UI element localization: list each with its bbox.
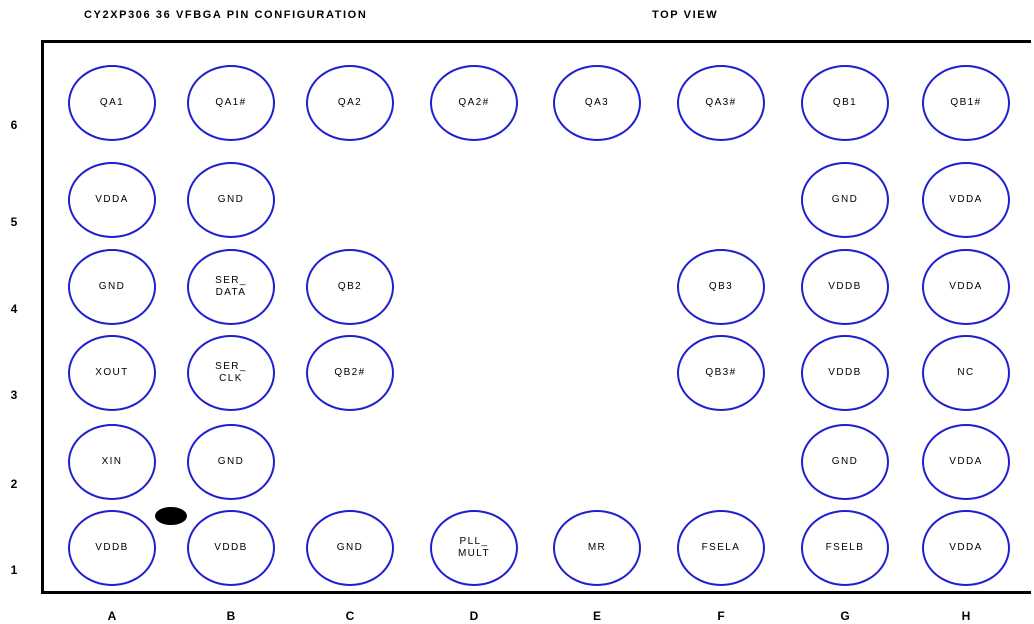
column-label-E: E [592,609,601,623]
row-label-6: 6 [10,118,18,132]
pin-C6: QA2 [306,65,394,141]
pin-F4: QB3 [677,249,765,325]
column-label-C: C [345,609,355,623]
pin-F3: QB3# [677,335,765,411]
pin-H1: VDDA [922,510,1010,586]
pin-G1: FSELB [801,510,889,586]
row-label-4: 4 [10,302,18,316]
pin-A2: XIN [68,424,156,500]
pin-A6: QA1 [68,65,156,141]
column-label-H: H [961,609,971,623]
column-label-G: G [840,609,850,623]
row-label-1: 1 [10,563,18,577]
pin-E6: QA3 [553,65,641,141]
pin-D1: PLL_ MULT [430,510,518,586]
pin-H6: QB1# [922,65,1010,141]
pin-B2: GND [187,424,275,500]
pin-C1: GND [306,510,394,586]
pin1-marker [155,507,187,525]
pin-A3: XOUT [68,335,156,411]
column-label-D: D [469,609,479,623]
row-label-3: 3 [10,388,18,402]
pin-F6: QA3# [677,65,765,141]
pin-D6: QA2# [430,65,518,141]
column-label-F: F [717,609,725,623]
pin-A5: VDDA [68,162,156,238]
pin-B5: GND [187,162,275,238]
pin-G5: GND [801,162,889,238]
pin-C3: QB2# [306,335,394,411]
pin-G4: VDDB [801,249,889,325]
pin-B4: SER_ DATA [187,249,275,325]
pin-G2: GND [801,424,889,500]
column-label-A: A [107,609,117,623]
pin-H2: VDDA [922,424,1010,500]
pin-B1: VDDB [187,510,275,586]
pin-E1: MR [553,510,641,586]
pin-B3: SER_ CLK [187,335,275,411]
pin-H3: NC [922,335,1010,411]
pin-C4: QB2 [306,249,394,325]
pin-H4: VDDA [922,249,1010,325]
pin-F1: FSELA [677,510,765,586]
package-outline [41,40,1031,594]
pin-A1: VDDB [68,510,156,586]
row-label-2: 2 [10,477,18,491]
diagram-title: CY2XP306 36 VFBGA PIN CONFIGURATION [84,9,368,21]
view-label: TOP VIEW [652,9,719,21]
row-label-5: 5 [10,215,18,229]
pin-G3: VDDB [801,335,889,411]
column-label-B: B [226,609,236,623]
pin-B6: QA1# [187,65,275,141]
pin-A4: GND [68,249,156,325]
pin-G6: QB1 [801,65,889,141]
pin-H5: VDDA [922,162,1010,238]
